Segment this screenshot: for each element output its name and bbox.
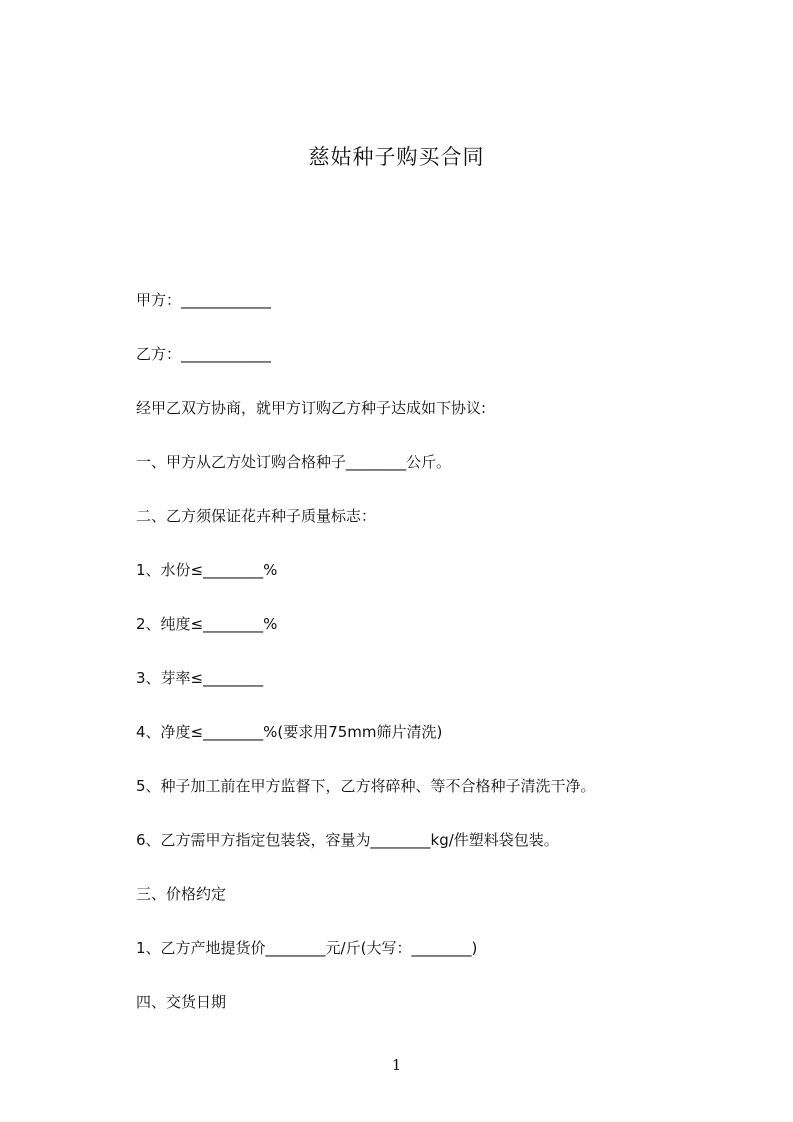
agreement-intro: 经甲乙双方协商，就甲方订购乙方种子达成如下协议: bbox=[136, 399, 487, 417]
clause-4-heading: 四、交货日期 bbox=[136, 993, 227, 1011]
page-number: 1 bbox=[391, 1056, 402, 1074]
contract-title: 慈姑种子购买合同 bbox=[308, 145, 485, 169]
clause-2-item-moisture: 1、水份≤________% bbox=[136, 561, 278, 579]
clause-2-item-germination: 3、芽率≤________ bbox=[136, 669, 264, 687]
clause-2-item-cleanliness: 4、净度≤________%(要求用75mm筛片清洗) bbox=[136, 723, 443, 741]
clause-2-item-packaging: 6、乙方需甲方指定包装袋，容量为________kg/件塑料袋包装。 bbox=[136, 831, 559, 849]
party-a-line: 甲方：____________ bbox=[136, 291, 272, 309]
clause-2-item-processing: 5、种子加工前在甲方监督下，乙方将碎种、等不合格种子清洗干净。 bbox=[136, 777, 596, 795]
clause-1-order: 一、甲方从乙方处订购合格种子________公斤。 bbox=[136, 453, 452, 471]
clause-2-heading: 二、乙方须保证花卉种子质量标志： bbox=[136, 507, 377, 525]
clause-3-item-price: 1、乙方产地提货价________元/斤(大写：________) bbox=[136, 939, 478, 957]
clause-3-heading: 三、价格约定 bbox=[136, 885, 227, 903]
party-b-line: 乙方：____________ bbox=[136, 345, 272, 363]
clause-2-item-purity: 2、纯度≤________% bbox=[136, 615, 278, 633]
